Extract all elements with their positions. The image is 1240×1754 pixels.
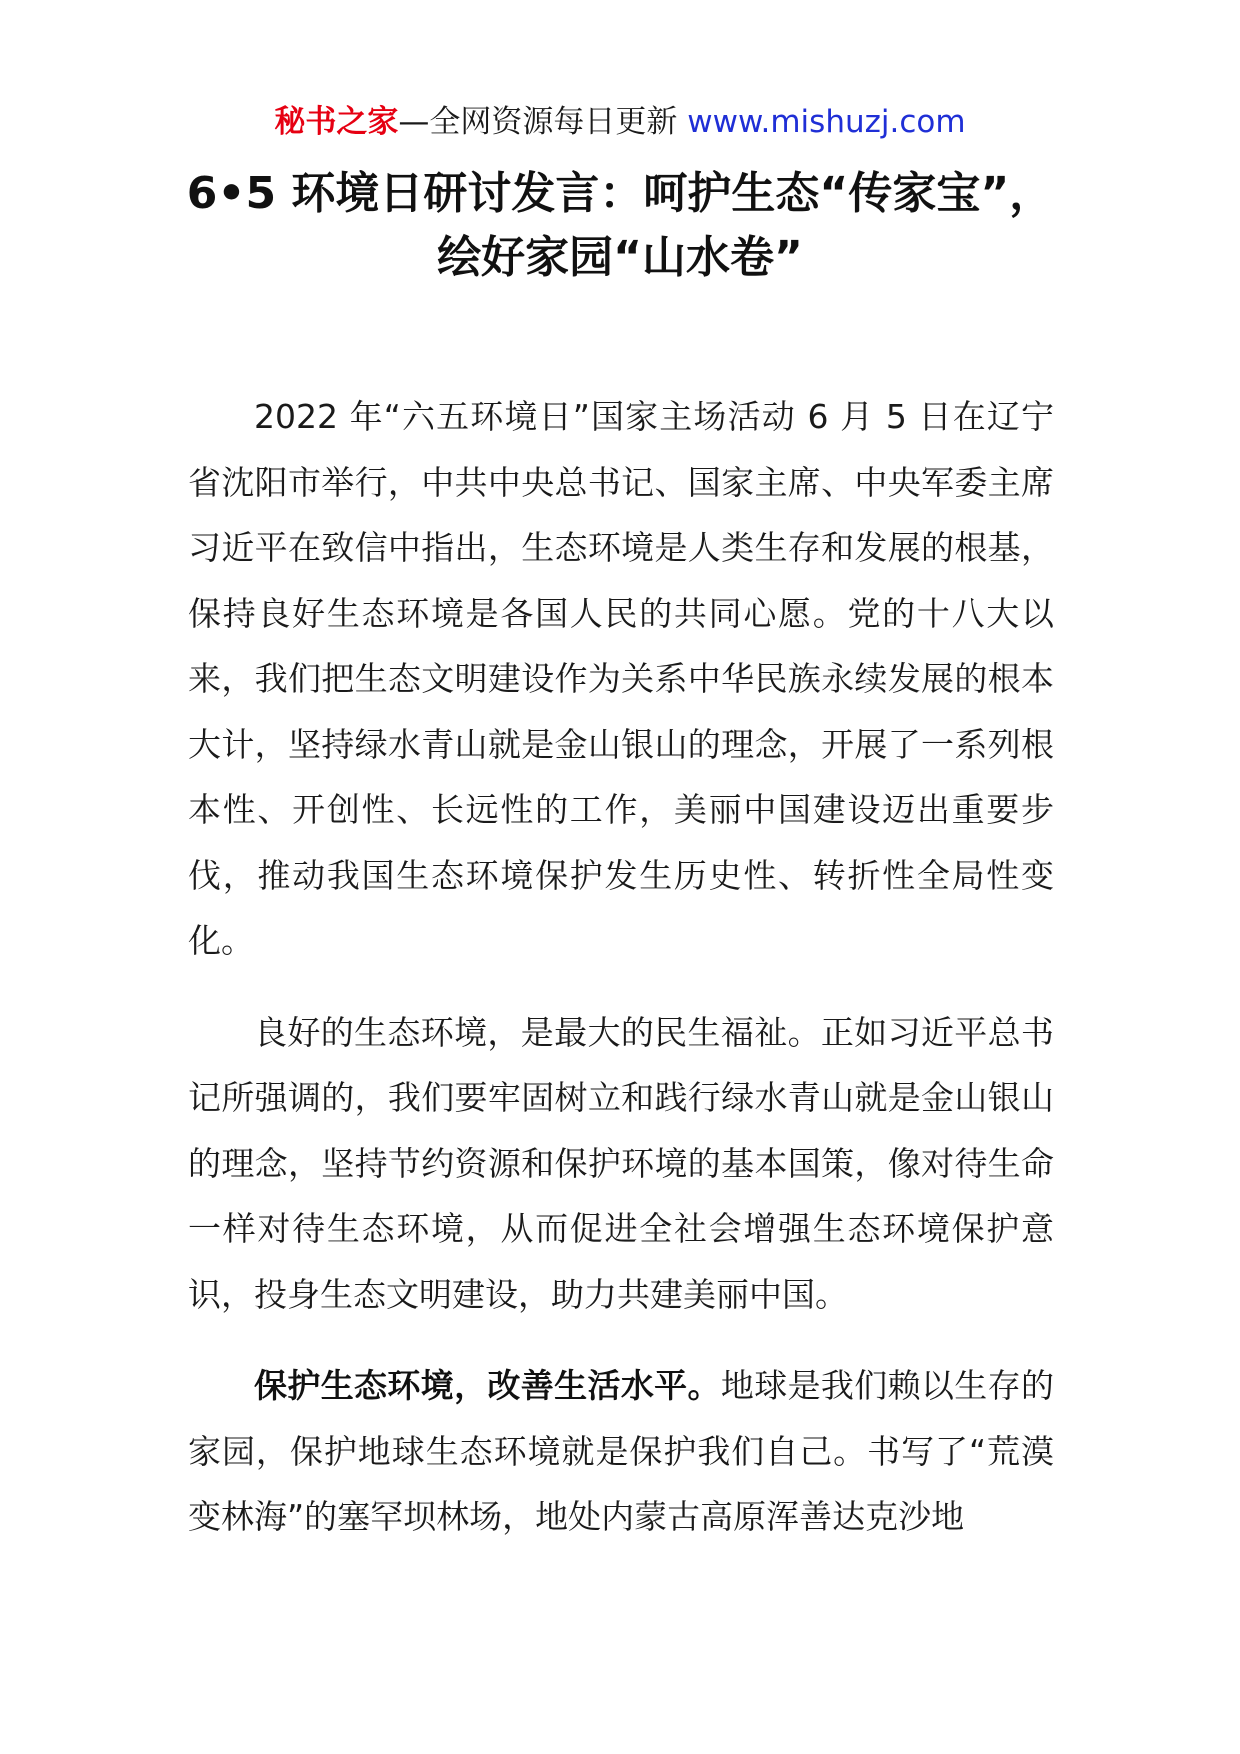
paragraph-text: 地球是我们赖以生存的家园，保护地球生态环境就是保护我们自己。书写了“荒漠变林海”的塞罕坝林场，地处内蒙古高原浑善达克沙地 — [188, 1366, 1055, 1536]
paragraph-text: 2022 年“六五环境日”国家主场活动 6 月 5 日在辽宁省沈阳市举行，中共中央总书记、国家主席、中央军委主席习近平在致信中指出，生态环境是人类生存和发展的根基，保持良好生态环境是各国人民的共同心愿。党的十八大以来，我们把生态文明建设作为关系中华民族永续发展的根本大计，坚持绿水青山就是金山银山的理念，开展了一系列根本性、开创性、长远性的工作，美丽中国建设迈出重要步伐，推动我国生态环境保护发生历史性、转折性全局性变化。 — [188, 397, 1054, 960]
document-title-line-1: 6•5 环境日研讨发言：呵护生态“传家宝”， — [186, 168, 1054, 219]
site-tagline: —全网资源每日更新 — [398, 104, 688, 140]
body-paragraph-3 — [188, 1353, 1054, 1550]
document-title-line-2: 绘好家园“山水卷” — [437, 232, 803, 283]
body-paragraph-2 — [188, 1000, 1054, 1328]
paragraph-lead-heading: 保护生态环境，改善生活水平。 — [254, 1366, 721, 1405]
document-title — [150, 162, 1090, 290]
body-paragraph-1 — [188, 384, 1054, 974]
site-url-link[interactable]: www.mishuzj.com — [687, 104, 966, 140]
document-body — [188, 384, 1054, 1576]
site-header — [0, 100, 1240, 144]
paragraph-text: 良好的生态环境，是最大的民生福祉。正如习近平总书记所强调的，我们要牢固树立和践行绿水青山就是金山银山的理念，坚持节约资源和保护环境的基本国策，像对待生命一样对待生态环境，从而促进全社会增强生态环境保护意识，投身生态文明建设，助力共建美丽中国。 — [188, 1012, 1054, 1314]
site-brand: 秘书之家 — [274, 104, 399, 140]
